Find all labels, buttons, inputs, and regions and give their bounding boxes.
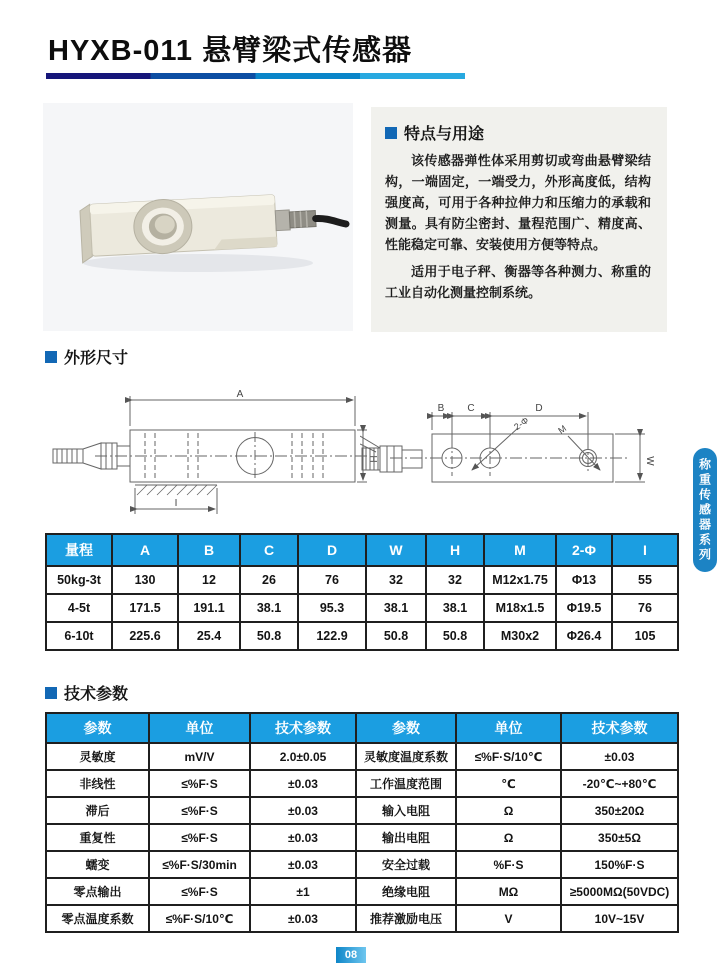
- cell: 安全过载: [356, 851, 456, 878]
- cell: ≤%F·S/30min: [149, 851, 250, 878]
- cell: mV/V: [149, 743, 250, 770]
- square-bullet-icon: [45, 687, 57, 699]
- cell: Φ26.4: [556, 622, 612, 650]
- cell: 12: [178, 566, 240, 594]
- table-row: [46, 566, 678, 594]
- features-paragraph-2: 适用于电子秤、衡器等各种测力、称重的工业自动化测量控制系统。: [385, 264, 651, 301]
- cell: 25.4: [178, 622, 240, 650]
- table-row: [46, 878, 678, 905]
- cell: ±1: [250, 878, 356, 905]
- col-header: M: [484, 534, 556, 566]
- col-header: B: [178, 534, 240, 566]
- square-bullet-icon: [385, 127, 397, 139]
- features-paragraph-1: 该传感器弹性体采用剪切或弯曲悬臂梁结构，一端固定，一端受力，外形高度低，结构强度高，可用于各种拉伸力和压缩力的承载和测量。具有防尘密封、量程范围广、精度高、性能稳定可靠、安装使用方便等特点。: [385, 153, 651, 253]
- dim-label-w: W: [644, 456, 655, 466]
- cell: 26: [240, 566, 298, 594]
- cell: ≤%F·S/10℃: [456, 743, 561, 770]
- dim-label-b: B: [437, 403, 445, 414]
- cell: ≤%F·S/10℃: [149, 905, 250, 932]
- dim-label-h: H: [367, 455, 378, 463]
- col-header: I: [612, 534, 678, 566]
- cell: -20℃~+80℃: [561, 770, 678, 797]
- cell: 38.1: [240, 594, 298, 622]
- cell: 蠕变: [46, 851, 149, 878]
- table-row: [46, 622, 678, 650]
- cell: %F·S: [456, 851, 561, 878]
- cell: 灵敏度: [46, 743, 149, 770]
- table-row: [46, 797, 678, 824]
- cell: 350±5Ω: [561, 824, 678, 851]
- cell: 122.9: [298, 622, 366, 650]
- cell: 灵敏度温度系数: [356, 743, 456, 770]
- page-title: HYXB-011 悬臂梁式传感器: [48, 35, 413, 67]
- dimensions-heading: [45, 345, 128, 368]
- cell: 38.1: [366, 594, 426, 622]
- load-cell-photo-illustration: [43, 103, 353, 331]
- cell: 非线性: [46, 770, 149, 797]
- cell: 滞后: [46, 797, 149, 824]
- cell: Φ19.5: [556, 594, 612, 622]
- cell: ≥5000MΩ(50VDC): [561, 878, 678, 905]
- cell: 4-5t: [46, 594, 112, 622]
- cell: Ω: [456, 824, 561, 851]
- dim-label-d: D: [535, 403, 543, 414]
- cell: 10V~15V: [561, 905, 678, 932]
- col-header: A: [112, 534, 178, 566]
- col-header: 技术参数: [250, 713, 356, 743]
- cell: 105: [612, 622, 678, 650]
- cell: 零点温度系数: [46, 905, 149, 932]
- col-header: 参数: [46, 713, 149, 743]
- page-number-badge: 08: [336, 947, 366, 963]
- cell: MΩ: [456, 878, 561, 905]
- cell: ±0.03: [250, 851, 356, 878]
- col-header: 2-Φ: [556, 534, 612, 566]
- drawing-top-view: [360, 388, 680, 535]
- cell: 50.8: [366, 622, 426, 650]
- cell: 76: [612, 594, 678, 622]
- product-photo: [43, 103, 353, 331]
- table-row: [46, 594, 678, 622]
- col-header: W: [366, 534, 426, 566]
- cell: 225.6: [112, 622, 178, 650]
- cell: ±0.03: [250, 770, 356, 797]
- cell: M12x1.75: [484, 566, 556, 594]
- square-bullet-icon: [45, 351, 57, 363]
- cell: Φ13: [556, 566, 612, 594]
- cell: 6-10t: [46, 622, 112, 650]
- cell: ℃: [456, 770, 561, 797]
- cell: 32: [366, 566, 426, 594]
- tech-params-table: [45, 712, 679, 933]
- cell: 38.1: [426, 594, 484, 622]
- cell: 输出电阻: [356, 824, 456, 851]
- features-heading: [385, 121, 651, 144]
- col-header: 单位: [456, 713, 561, 743]
- dimension-table: [45, 533, 679, 651]
- cell: V: [456, 905, 561, 932]
- cell: 工作温度范围: [356, 770, 456, 797]
- dim-label-a: A: [236, 389, 244, 400]
- cell: 重复性: [46, 824, 149, 851]
- cell: ≤%F·S: [149, 824, 250, 851]
- cell: 350±20Ω: [561, 797, 678, 824]
- cell: ≤%F·S: [149, 878, 250, 905]
- table-row: [46, 905, 678, 932]
- cell: 50kg-3t: [46, 566, 112, 594]
- cell: 191.1: [178, 594, 240, 622]
- cell: ±0.03: [561, 743, 678, 770]
- table-row: [46, 851, 678, 878]
- cell: 76: [298, 566, 366, 594]
- dim-label-i: I: [174, 498, 178, 509]
- table-row: [46, 743, 678, 770]
- cell: ±0.03: [250, 797, 356, 824]
- cell: 50.8: [426, 622, 484, 650]
- cell: ±0.03: [250, 905, 356, 932]
- features-heading-label: 特点与用途: [404, 126, 485, 143]
- cell: M30x2: [484, 622, 556, 650]
- features-panel: [371, 107, 667, 332]
- cell: ±0.03: [250, 824, 356, 851]
- dim-label-m: M: [556, 423, 569, 436]
- cell: 50.8: [240, 622, 298, 650]
- cell: 输入电阻: [356, 797, 456, 824]
- cell: 零点输出: [46, 878, 149, 905]
- tech-table-header-row: [46, 713, 678, 743]
- tech-params-heading: [45, 681, 128, 704]
- cell: 171.5: [112, 594, 178, 622]
- col-header: D: [298, 534, 366, 566]
- title-underline-bar: [46, 73, 465, 79]
- series-side-tab: 称重传感器系列: [693, 448, 717, 572]
- dim-label-2phi: 2-Φ: [512, 415, 531, 432]
- col-header: 技术参数: [561, 713, 678, 743]
- dimension-table-header-row: [46, 534, 678, 566]
- cell: Ω: [456, 797, 561, 824]
- cell: 55: [612, 566, 678, 594]
- cell: 95.3: [298, 594, 366, 622]
- col-header: H: [426, 534, 484, 566]
- tech-params-heading-label: 技术参数: [64, 686, 129, 703]
- cell: M18x1.5: [484, 594, 556, 622]
- cell: 130: [112, 566, 178, 594]
- col-header: 单位: [149, 713, 250, 743]
- col-header: 量程: [46, 534, 112, 566]
- cell: ≤%F·S: [149, 797, 250, 824]
- cell: 推荐激励电压: [356, 905, 456, 932]
- col-header: 参数: [356, 713, 456, 743]
- col-header: C: [240, 534, 298, 566]
- cell: 2.0±0.05: [250, 743, 356, 770]
- dimensions-heading-label: 外形尺寸: [64, 350, 129, 367]
- drawing-side-view: [45, 388, 380, 535]
- cell: ≤%F·S: [149, 770, 250, 797]
- cell: 绝缘电阻: [356, 878, 456, 905]
- table-row: [46, 824, 678, 851]
- cell: 32: [426, 566, 484, 594]
- dim-label-c: C: [467, 403, 475, 414]
- table-row: [46, 770, 678, 797]
- cell: 150%F·S: [561, 851, 678, 878]
